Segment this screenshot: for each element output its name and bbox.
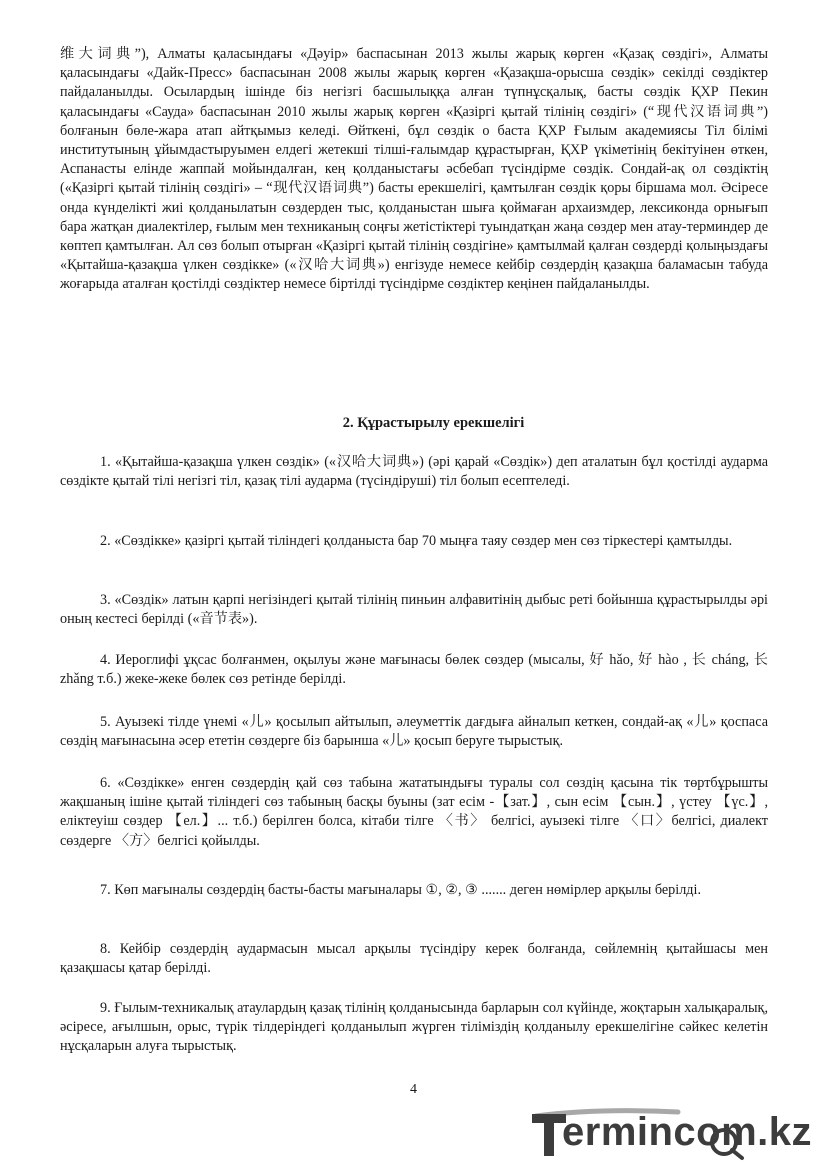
list-item: 4. Иероглифі ұқсас болғанмен, оқылуы және мағынасы бөлек сөздер (мысалы, 好 hǎo, 好 hào , 长 cháng, 长 zhǎng т.б.) жеке-жеке бөлек сөз ретінде берілді. <box>60 652 768 688</box>
list-item: 6. «Сөздікке» енген сөздердің қай сөз табына жататындығы туралы сол сөздің қасына тік төртбұрышты жақшаның ішіне қытай тіліндегі сөз табының басқы буыны (зат есім -【зат.】, сын есім 【сын.】, үстеу 【үс.】, еліктеуіш сөздер 【ел.】... т.б.) берілген болса, кітаби тілге 〈书〉 белгісі, ауызекі тілге 〈口〉белгісі, диалект сөздерге 〈方〉белгісі қойылды. <box>60 775 768 849</box>
section-heading: 2. Құрастырылу ерекшелігі <box>342 415 525 431</box>
page-number: 4 <box>410 1082 417 1097</box>
list-item: 9. Ғылым-техникалық атаулардың қазақ тілінің қолданысында барларын сол күйінде, жоқтарын халықаралық, әсіресе, ағылшын, орыс, түрік тілдеріндегі қолданылып жүрген тіліміздің қолданылу ерекшелігіне сәйкес келетін нұсқаларын алуға тырыстық. <box>60 1000 768 1055</box>
logo-text: ermincom.kz <box>562 1110 813 1154</box>
list-item: 2. «Сөздікке» қазіргі қытай тіліндегі қолданыста бар 70 мыңға таяу сөздер мен сөз тіркестері қамтылды. <box>100 533 733 549</box>
list-item: 8. Кейбір сөздердің аудармасын мысал арқылы түсіндіру керек болғанда, сөйлемнің қытайшасы мен қазақшасы қатар берілді. <box>60 941 768 977</box>
list-item: 3. «Сөздік» латын қарпі негізіндегі қытай тілінің пиньин алфавитінің дыбыс реті бойынша құрастырылды әрі оның кестесі берілді («音节表»). <box>60 592 768 628</box>
intro-paragraph: 维大词典”), Алматы қаласындағы «Дәуір» баспасынан 2013 жылы жарық көрген «Қазақ сөздігі», Алматы қаласындағы «Дайк-Пресс» баспасынан 2008 жылы жарық көрген «Қазақша-орысша сөздік» секілді сөздіктер пайдаланылды. Осылардың ішінде біз негізгі басшылыққа алған түпнұсқалық, басты сөздік ҚХР Пекин қаласындағы «Сауда» баспасынан 2010 жылы жарық көрген «Қазіргі қытай тілінің сөздігі» (“现代汉语词典”) болғанын бөле-жара атап айтқымыз келеді. Өйткені, бұл сөздік о баста ҚХР Ғылым академиясы Тіл білімі институтының ұйымдастыруымен елдегі жетекші тілші-ғалымдар құрастырған, ҚХР үкіметінің бекітуінен өткен, Аспанасты елінде жаппай мойындалған, кең қолданыстағы әсбебап түсіндірме сөздік. Сондай-ақ ол сөздіктің («Қазіргі қытай тілінің сөздігі» – “现代汉语词典”) басты ерекшелігі, қамтылған сөздік қоры біршама мол. Әсіресе онда күнделікті жиі қолданылатын сөздерден тыс, қолданыстан шыға қоймаған архаизмдер, лексиконда орнығып бара жатқан диалектілер, ғылым мен техниканың соңғы жетістіктері туындатқан жаңа сөздер мен атау-терминдер де көптеп қамтылған. Ал сөз болып отырған «Қазіргі қытай тілінің сөздігіне» қамтылмай қалған сөздерді қолыңыздағы «Қытайша-қазақша үлкен сөздікке» («汉哈大词典») енгізуде немесе кейбір сөздердің қазақша баламасын табуда жоғарыда аталған қостілді сөздіктер немесе біртілді түсіндірме сөздіктер кеңінен пайдаланылды. <box>60 46 768 293</box>
list-item: 1. «Қытайша-қазақша үлкен сөздік» («汉哈大词典») (әрі қарай «Сөздік») деп аталатын бұл қостілді аударма сөздікте қытай тілі негізгі тіл, қазақ тілі аударма (түсіндіруші) тіл болып есептеледі. <box>60 454 768 490</box>
list-item: 7. Көп мағыналы сөздердің басты-басты мағыналары ①, ②, ③ ....... деген нөмірлер арқылы берілді. <box>100 882 702 898</box>
list-item: 5. Ауызекі тілде үнемі «儿» қосылып айтылып, әлеуметтік дағдыға айналып кеткен, сондай-ақ «儿» қоспаса сөздің мағынасына әсер ететін сөздерге біз барынша «儿» қосып беруге тырыстық. <box>60 714 768 750</box>
termincom-logo <box>528 1106 818 1164</box>
